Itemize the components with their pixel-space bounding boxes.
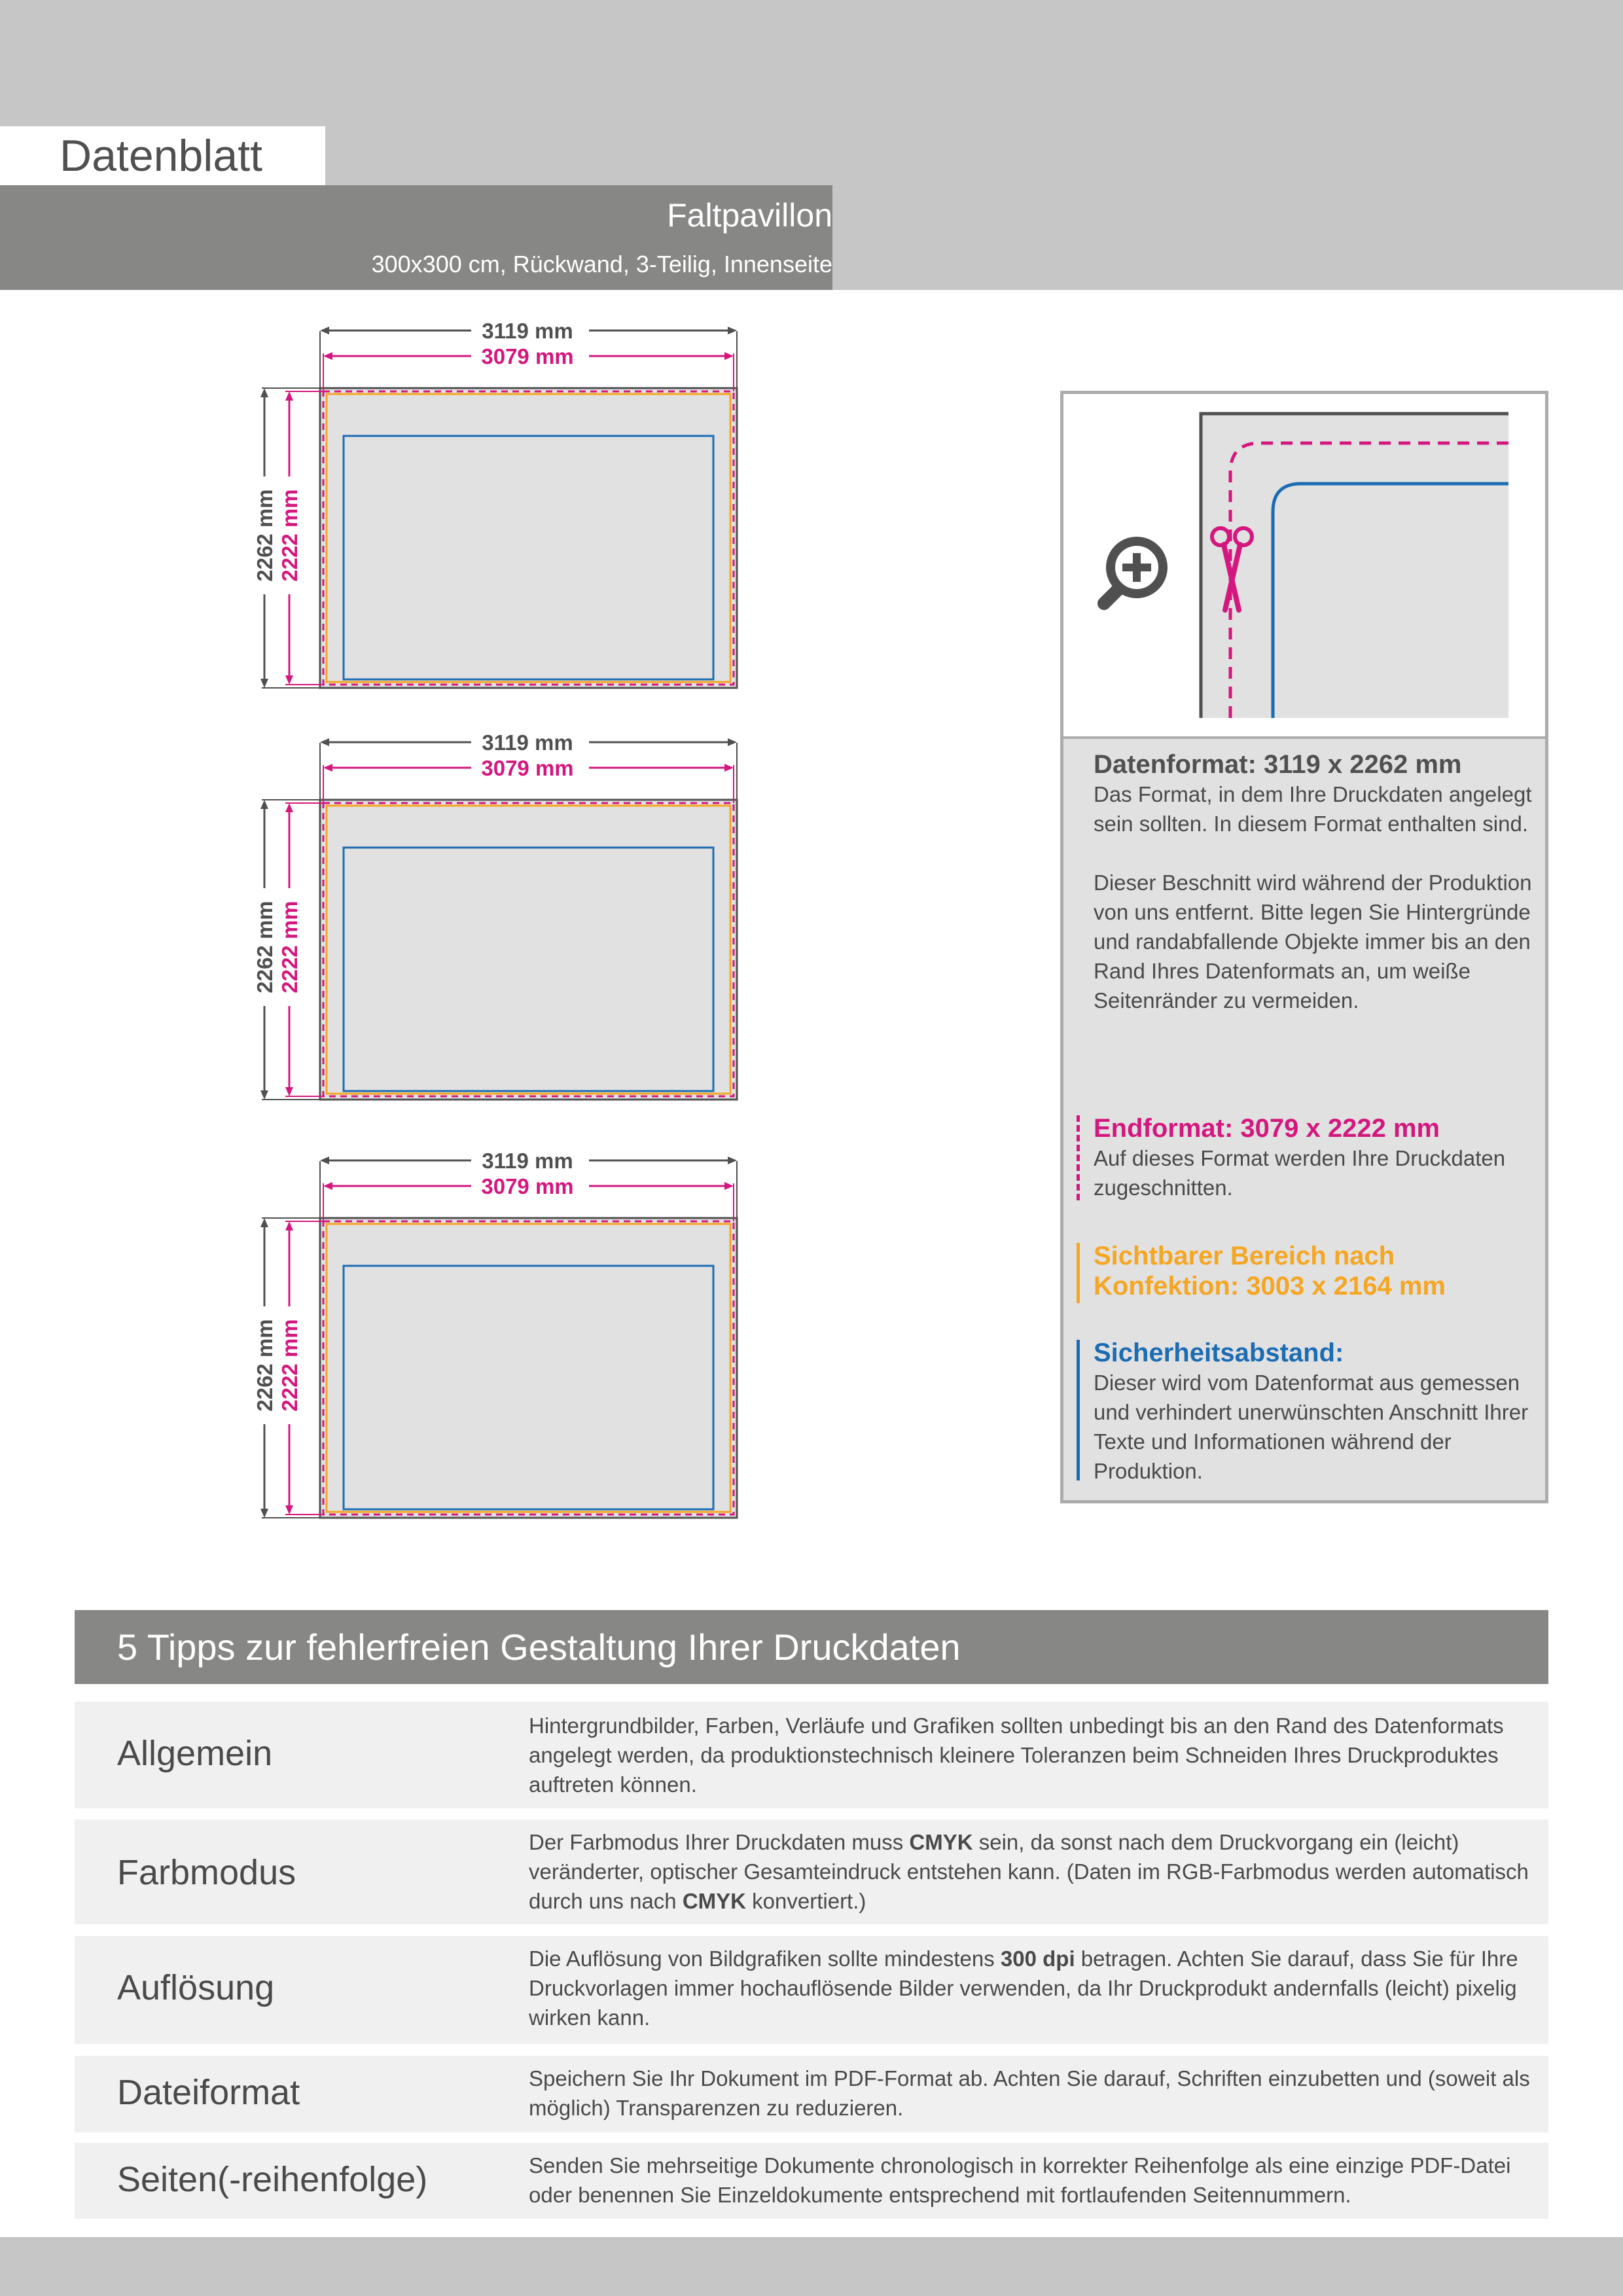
zoom-plus-icon — [1104, 541, 1163, 603]
tip-label: Dateiformat — [117, 2073, 300, 2112]
tips-header-title: 5 Tipps zur fehlerfreien Gestaltung Ihrer Druckdaten — [117, 1626, 961, 1668]
trim-marker — [1077, 1115, 1080, 1200]
product-subtitle: 300x300 cm, Rückwand, 3-Teilig, Innenseite — [371, 251, 832, 278]
tip-text: Speichern Sie Ihr Dokument im PDF-Format ab. Achten Sie darauf, Schriften einzubetten und (soweit als möglich) Transparenzen zu reduzieren. — [529, 2066, 1530, 2120]
sicherheit-text: Dieser wird vom Datenformat aus gemessen und verhindert unerwünschten Anschnitt Ihrer Texte und Informationen während der Produktion. — [1094, 1371, 1529, 1483]
trim-height-label: 2222 mm — [277, 489, 302, 582]
tips-header — [75, 1610, 1548, 1684]
trim-height-label: 2222 mm — [277, 1319, 302, 1412]
beschnitt-text: Dieser Beschnitt wird während der Produktion von uns entfernt. Bitte legen Sie Hintergründe und randabfallende Objekte immer bis an den Rand Ihres Datenformats an, um weiße Seitenränder zu vermeiden. — [1094, 870, 1532, 1013]
info-panel — [1060, 391, 1548, 1503]
height-label: 2262 mm — [253, 901, 277, 994]
width-label: 3119 mm — [482, 1149, 573, 1173]
sichtbar-section — [1094, 1241, 1512, 1301]
tip-label: Farbmodus — [117, 1853, 296, 1892]
data-format-rect — [320, 388, 737, 688]
data-format-rect — [320, 800, 737, 1100]
datenformat-section — [1094, 749, 1539, 1015]
tip-seiten — [75, 2143, 1548, 2219]
datenformat-title: Datenformat: 3119 x 2262 mm — [1094, 750, 1462, 779]
height-label: 2262 mm — [253, 489, 277, 582]
endformat-section — [1094, 1113, 1539, 1202]
sicherheit-title: Sicherheitsabstand: — [1094, 1338, 1344, 1367]
trim-height-label: 2222 mm — [277, 901, 302, 994]
trim-width-label: 3079 mm — [481, 1174, 574, 1198]
safety-marker — [1077, 1340, 1080, 1480]
sicherheit-section — [1094, 1338, 1539, 1486]
tip-text: Senden Sie mehrseitige Dokumente chronologisch in korrekter Reihenfolge als eine einzige PDF-Datei oder benennen Sie Einzeldokumente entsprechend mit fortlaufenden Seitennummern. — [529, 2153, 1511, 2207]
trim-width-label: 3079 mm — [481, 344, 574, 368]
tip-text: Der Farbmodus Ihrer Druckdaten muss CMYK sein, da sonst nach dem Druckvorgang ein (leicht) veränderter, optischer Gesamteindruck entstehen kann. (Daten im RGB-Farbmodus werden automatisch durch uns nach CMYK konvertiert.) — [529, 1830, 1529, 1913]
format-diagram-2 — [249, 725, 746, 1111]
format-diagram-1 — [249, 313, 746, 699]
tip-bold: 300 dpi — [1000, 1946, 1075, 1971]
tip-text: Hintergrundbilder, Farben, Verläufe und Grafiken sollten unbedingt bis an den Rand des Datenformats angelegt werden, da produktionstechnisch kleinere Toleranzen beim Schneiden Ihres Druckproduktes auftreten können. — [529, 1713, 1504, 1797]
tip-label: Auflösung — [117, 1968, 275, 2007]
product-name: Faltpavillon — [667, 197, 832, 234]
visible-marker — [1077, 1243, 1080, 1303]
height-label: 2262 mm — [253, 1319, 277, 1412]
zoom-detail — [1063, 394, 1545, 736]
trim-width-label: 3079 mm — [481, 756, 574, 780]
tip-dateiformat — [75, 2056, 1548, 2132]
tip-bold: CMYK — [682, 1889, 746, 1913]
tip-allgemein — [75, 1702, 1548, 1808]
tip-label: Allgemein — [117, 1734, 273, 1773]
datenformat-text: Das Format, in dem Ihre Druckdaten angelegt sein sollten. In diesem Format enthalten sind. — [1094, 782, 1532, 836]
doc-title: Datenblatt — [60, 131, 262, 181]
endformat-title: Endformat: 3079 x 2222 mm — [1094, 1114, 1440, 1143]
format-diagram-3 — [249, 1143, 746, 1529]
data-format-rect — [320, 1218, 737, 1518]
info-legend — [1063, 736, 1545, 1500]
tip-aufloesung — [75, 1936, 1548, 2044]
bottom-band — [0, 2237, 1623, 2296]
width-label: 3119 mm — [482, 319, 573, 343]
tip-farbmodus — [75, 1820, 1548, 1924]
tip-label: Seiten(-reihenfolge) — [117, 2160, 428, 2199]
sichtbar-title: Sichtbarer Bereich nach Konfektion: 3003 x 2164 mm — [1094, 1242, 1446, 1300]
width-label: 3119 mm — [482, 730, 573, 755]
endformat-text: Auf dieses Format werden Ihre Druckdaten zugeschnitten. — [1094, 1146, 1506, 1200]
tip-text: Die Auflösung von Bildgrafiken sollte mindestens 300 dpi betragen. Achten Sie darauf, dass Sie für Ihre Druckvorlagen immer hochauflösende Bilder verwenden, da Ihr Druckprodukt andernfalls (leicht) pixelig wirken kann. — [529, 1946, 1518, 2030]
tip-bold: CMYK — [909, 1830, 973, 1854]
